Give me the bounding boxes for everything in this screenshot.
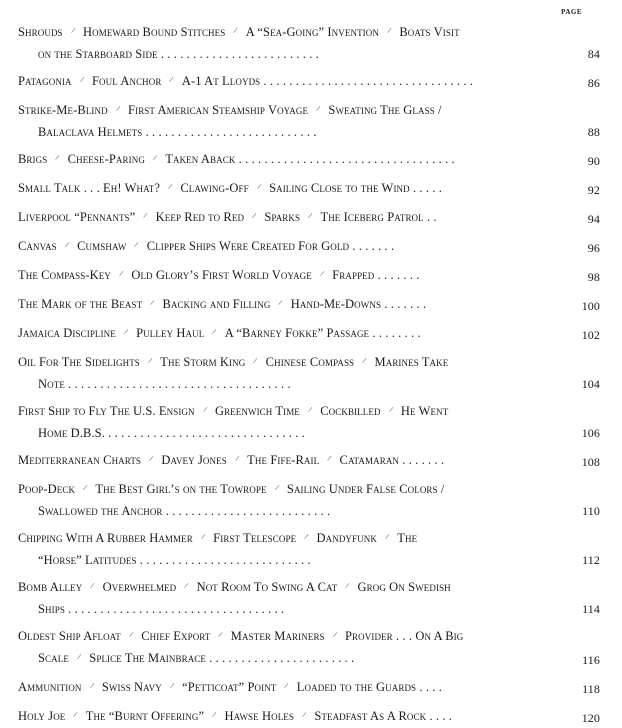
toc-entry-title: First Ship to Fly The U.S. Ensign / Greenwich Time / Cockbilled / He Went: [18, 404, 448, 418]
toc-entry-title: Bomb Alley / Overwhelmed / Not Room To Swing A Cat / Grog On Swedish: [18, 580, 451, 594]
separator-mark: /: [332, 629, 338, 640]
separator-mark: /: [253, 355, 259, 366]
toc-entry: [18, 207, 602, 229]
toc-page-number: 112: [582, 553, 600, 567]
separator-mark: /: [147, 355, 153, 366]
toc-entry: [18, 577, 602, 619]
separator-mark: /: [82, 482, 89, 493]
separator-mark: /: [73, 709, 79, 720]
toc-entry-title: Oil For The Sidelights / The Storm King / Chinese Compass / Marines Take: [18, 355, 448, 369]
separator-mark: /: [89, 580, 96, 591]
toc-entry: [18, 401, 602, 443]
separator-mark: /: [212, 326, 218, 337]
toc-entry-title: Shrouds / Homeward Bound Stitches / A “Sea-Going” Invention / Boats Visit: [18, 25, 460, 39]
separator-mark: /: [76, 651, 82, 662]
separator-mark: /: [256, 181, 262, 192]
toc-entry-title: Holy Joe / The “Burnt Offering” / Hawse Holes / Steadfast As A Rock . . . .: [18, 709, 452, 723]
separator-mark: /: [64, 239, 70, 250]
toc-entry-title: Poop-Deck / The Best Girl’s on the Towrope / Sailing Under False Colors /: [18, 482, 444, 496]
toc-entry: [18, 265, 602, 287]
separator-mark: /: [233, 25, 239, 36]
toc-page-number: 114: [582, 602, 600, 616]
separator-mark: /: [128, 629, 134, 640]
separator-mark: /: [118, 268, 124, 279]
toc-entry: [18, 352, 602, 394]
toc-page-number: 100: [581, 299, 600, 313]
toc-entry-continuation: Note . . . . . . . . . . . . . . . . . . . . . . . . . . . . . . . . . . .: [38, 377, 291, 391]
toc-page-number: 110: [582, 504, 600, 518]
toc-entry-continuation: Home D.B.S. . . . . . . . . . . . . . . . . . . . . . . . . . . . . . . .: [38, 426, 305, 440]
toc-page-number: 86: [587, 76, 600, 90]
toc-entry: [18, 100, 602, 142]
separator-mark: /: [202, 404, 208, 415]
table-of-contents: [18, 22, 602, 728]
toc-entry-continuation: Swallowed the Anchor . . . . . . . . . . . . . . . . . . . . . . . . . .: [38, 504, 331, 518]
separator-mark: /: [200, 531, 206, 542]
separator-mark: /: [55, 152, 61, 163]
toc-page-number: 90: [587, 154, 600, 168]
toc-entry: [18, 178, 602, 200]
toc-page-number: 96: [587, 241, 600, 255]
toc-entry: [18, 149, 602, 171]
toc-entry-title: Ammunition / Swiss Navy / “Petticoat” Point / Loaded to the Guards . . . .: [18, 680, 442, 694]
separator-mark: /: [143, 210, 149, 221]
toc-page-number: 102: [581, 328, 600, 342]
toc-entry-title: Brigs / Cheese-Paring / Taken Aback . . . . . . . . . . . . . . . . . . . . . . . . . . . . . . . . . .: [18, 152, 455, 166]
toc-entry-title: Patagonia / Foul Anchor / A-1 At Lloyds . . . . . . . . . . . . . . . . . . . . . . . . . . . . . . . . .: [18, 74, 473, 88]
toc-entry-title: Oldest Ship Afloat / Chief Export / Master Mariners / Provider . . . On A Big: [18, 629, 463, 643]
toc-entry: [18, 323, 602, 345]
separator-mark: /: [361, 355, 368, 366]
separator-mark: /: [70, 25, 76, 36]
toc-entry: [18, 22, 602, 64]
toc-entry-continuation: “Horse” Latitudes . . . . . . . . . . . . . . . . . . . . . . . . . . .: [38, 553, 311, 567]
toc-entry: [18, 294, 602, 316]
separator-mark: /: [278, 297, 284, 308]
toc-entry: [18, 626, 602, 670]
separator-mark: /: [152, 152, 158, 163]
separator-mark: /: [169, 74, 175, 85]
separator-mark: /: [307, 404, 313, 415]
toc-entry-title: Mediterranean Charts / Davey Jones / The Fife-Rail / Catamaran . . . . . . .: [18, 453, 444, 467]
separator-mark: /: [167, 181, 173, 192]
toc-entry-continuation: Balaclava Helmets . . . . . . . . . . . . . . . . . . . . . . . . . . .: [38, 125, 317, 139]
separator-mark: /: [344, 580, 351, 591]
toc-page-number: 88: [587, 125, 600, 139]
toc-entry: [18, 479, 602, 521]
toc-entry-continuation: Scale / Splice The Mainbrace . . . . . . . . . . . . . . . . . . . . . . .: [18, 648, 562, 670]
separator-mark: /: [148, 453, 155, 464]
separator-mark: /: [326, 453, 333, 464]
separator-mark: /: [134, 239, 140, 250]
toc-page-number: 98: [587, 270, 600, 284]
separator-mark: /: [388, 404, 394, 415]
toc-page-number: 120: [581, 711, 600, 725]
separator-mark: /: [315, 103, 322, 114]
toc-page-number: 92: [587, 183, 600, 197]
toc-entry-title: Small Talk . . . Eh! What? / Clawing-Off / Sailing Close to the Wind . . . . .: [18, 181, 442, 195]
toc-page-number: 118: [582, 682, 600, 696]
separator-mark: /: [386, 25, 392, 36]
toc-entry: [18, 71, 602, 93]
toc-page-number: 94: [587, 212, 600, 226]
toc-page-number: 106: [581, 426, 600, 440]
toc-page-number: 116: [582, 653, 600, 667]
toc-entry: [18, 450, 602, 472]
toc-entry: [18, 677, 602, 699]
separator-mark: /: [274, 482, 280, 493]
separator-mark: /: [115, 103, 121, 114]
page-column-label: PAGE: [561, 8, 582, 16]
toc-entry-title: The Mark of the Beast / Backing and Filling / Hand-Me-Downs . . . . . . .: [18, 297, 426, 311]
toc-entry: [18, 528, 602, 570]
toc-entry-title: Canvas / Cumshaw / Clipper Ships Were Created For Gold . . . . . . .: [18, 239, 394, 253]
toc-entry-continuation: Ships . . . . . . . . . . . . . . . . . . . . . . . . . . . . . . . . . .: [38, 602, 285, 616]
toc-entry-title: Chipping With A Rubber Hammer / First Telescope / Dandyfunk / The: [18, 531, 417, 545]
separator-mark: /: [234, 453, 240, 464]
toc-entry-title: Liverpool “Pennants” / Keep Red to Red / Sparks / The Iceberg Patrol . .: [18, 210, 437, 224]
separator-mark: /: [301, 709, 307, 720]
separator-mark: /: [319, 268, 325, 279]
toc-entry: [18, 706, 602, 728]
separator-mark: /: [307, 210, 314, 221]
toc-page-number: 104: [581, 377, 600, 391]
separator-mark: /: [79, 74, 85, 85]
separator-mark: /: [89, 680, 95, 691]
separator-mark: /: [251, 210, 258, 221]
separator-mark: /: [284, 680, 290, 691]
toc-page-number: 84: [587, 47, 600, 61]
toc-entry-title: Strike-Me-Blind / First American Steamship Voyage / Sweating The Glass /: [18, 103, 442, 117]
separator-mark: /: [169, 680, 175, 691]
separator-mark: /: [303, 531, 310, 542]
separator-mark: /: [149, 297, 156, 308]
separator-mark: /: [384, 531, 390, 542]
separator-mark: /: [218, 629, 224, 640]
toc-page-number: 108: [581, 455, 600, 469]
toc-entry-continuation: on the Starboard Side . . . . . . . . . . . . . . . . . . . . . . . . .: [38, 47, 319, 61]
separator-mark: /: [183, 580, 190, 591]
toc-entry-title: Jamaica Discipline / Pulley Haul / A “Barney Fokke” Passage . . . . . . . .: [18, 326, 421, 340]
toc-entry-title: The Compass-Key / Old Glory’s First World Voyage / Frapped . . . . . . .: [18, 268, 420, 282]
toc-entry: [18, 236, 602, 258]
separator-mark: /: [211, 709, 218, 720]
separator-mark: /: [123, 326, 129, 337]
